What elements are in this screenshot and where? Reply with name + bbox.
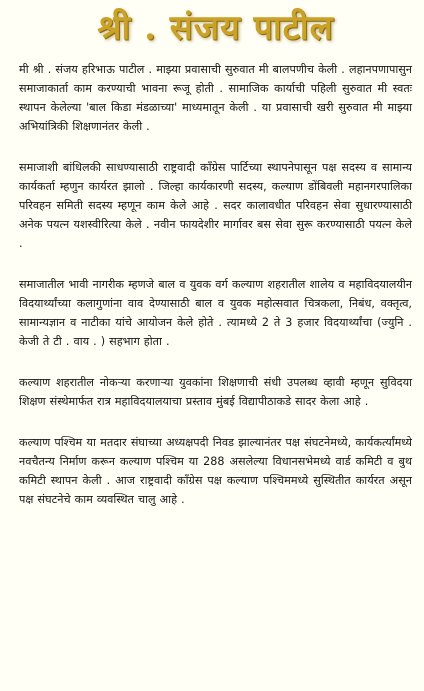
paragraph-party-work: समाजाशी बांधिलकी साधण्यासाठी राष्ट्रवादी कॉंग्रेस पार्टिच्या स्थापनेपासून पक्ष सदस्य व सामान्य कार्यकर्ता म्हणुन कार्यरत झालो . जिल्हा कार्यकारणी सदस्य, कल्याण डोंबिवली महानगरपालिका परिवहन समिती सदस्य म्हणून काम केले आहे . सदर कालावधीत परिवहन सेवा सुधारण्यासाठी अनेक पयत्न यशस्वीरित्या केले . नवीन फायदेशीर मार्गावर बस सेवा सुरू करण्यासाठी पयत्न केले . [19, 161, 412, 250]
page-title: श्री . संजय पाटील [97, 8, 334, 48]
paragraph-youth-festival: समाजातील भावी नागरीक म्हणजे बाल व युवक वर्ग कल्याण शहरातील शालेय व महाविदयालयीन विदयार्थ्यांच्या कलागुणांना वाव देण्यासाठी बाल व युवक महोत्सवात चित्रकला, निबंध, वक्तृत्व, सामान्यज्ञान व नाटीका यांचे आयोजन केले होते . त्यामध्ये 2 ते 3 हजार विदयार्थ्यांचा (ज्युनि . केजी ते टी . वाय . ) सहभाग होता . [19, 278, 412, 348]
paragraph-night-college: कल्याण शहरातील नोकऱ्या करणाऱ्या युवकांना शिक्षणाची संधी उपलब्ध व्हावी म्हणून सुविदया शिक्षण संस्थेमार्फत रात्र महाविदयालयाचा प्रस्ताव मुंबई विद्यापीठाकडे सादर केला आहे . [19, 376, 412, 408]
title-banner [19, 0, 412, 56]
paragraph-constituency: कल्याण पश्चिम या मतदार संघाच्या अध्यक्षपदी निवड झाल्यानंतर पक्ष संघटनेमध्ये, कार्यकर्त्यांमध्ये नवचैतन्य निर्माण करून कल्याण पश्चिम या 288 असलेल्या विधानसभेमध्ये वार्ड कमिटी व बुथ कमिटी स्थापन केली . आज राष्ट्रवादी कॉंग्रेस पक्ष कल्याण पश्चिममध्ये सुस्थितीत कार्यरत असून पक्ष संघटनेचे काम व्यवस्थित चालु आहे . [19, 436, 412, 506]
paragraph-intro: मी श्री . संजय हरिभाऊ पाटील . माझ्या प्रवासाची सुरुवात मी बालपणीच केली . लहानपणापासुन समाजाकार्ता काम करण्याची भावना रूजू होती . सामाजिक कार्याची पहिली सुरुवात मी स्वतः स्थापन केलेल्या 'बाल किडा मंडळाच्या' माध्यमातून केली . या प्रवासाची खरी सुरुवात मी माझ्या अभियांत्रिकी शिक्षणानंतर केली . [19, 63, 412, 133]
